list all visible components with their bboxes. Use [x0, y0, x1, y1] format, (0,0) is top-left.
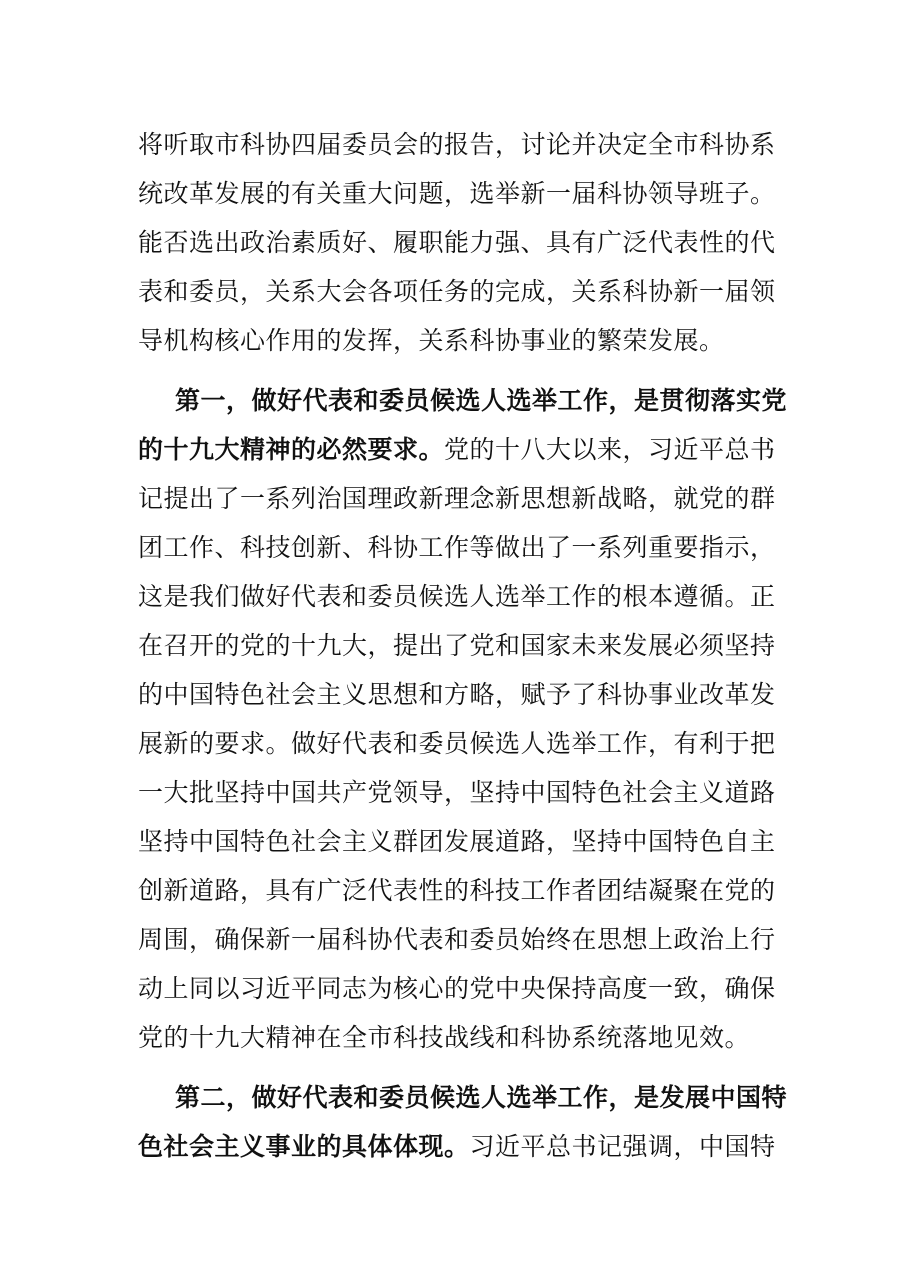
point-heading-line: 第二，做好代表和委员候选人选举工作，是发展中国特	[175, 1083, 788, 1112]
text-line: 的中国特色社会主义思想和方略，赋予了科协事业改革发	[138, 680, 776, 709]
text-line: 统改革发展的有关重大问题，选举新一届科协领导班子。	[138, 179, 776, 208]
paragraph-first-point	[138, 376, 788, 1062]
paragraph-intro	[138, 120, 776, 365]
text-line: 团工作、科技创新、科协工作等做出了一系列重要指示，	[138, 533, 776, 562]
text-line: 坚持中国特色社会主义群团发展道路，坚持中国特色自主	[138, 827, 776, 856]
text-line: 动上同以习近平同志为核心的党中央保持高度一致，确保	[138, 974, 776, 1003]
text-line: 表和委员，关系大会各项任务的完成，关系科协新一届领	[138, 277, 776, 306]
document-body	[138, 120, 788, 1182]
text-line: 周围，确保新一届科协代表和委员始终在思想上政治上行	[138, 925, 776, 954]
text-run: 党的十八大以来，习近平总书	[444, 435, 776, 464]
text-line: 导机构核心作用的发挥，关系科协事业的繁荣发展。	[138, 326, 725, 355]
text-run: 习近平总书记强调，中国特	[469, 1132, 776, 1161]
text-line: 将听取市科协四届委员会的报告，讨论并决定全市科协系	[138, 130, 776, 159]
mixed-line	[138, 425, 776, 474]
mixed-line	[138, 1122, 776, 1171]
text-line: 能否选出政治素质好、履职能力强、具有广泛代表性的代	[138, 228, 776, 257]
text-line: 这是我们做好代表和委员候选人选举工作的根本遵循。正	[138, 582, 776, 611]
point-heading-tail: 色社会主义事业的具体体现。	[138, 1132, 470, 1161]
text-line: 创新道路，具有广泛代表性的科技工作者团结凝聚在党的	[138, 876, 776, 905]
paragraph-second-point	[138, 1073, 788, 1171]
point-heading-tail: 的十九大精神的必然要求。	[138, 435, 445, 464]
text-line: 党的十九大精神在全市科技战线和科协系统落地见效。	[138, 1023, 751, 1052]
text-line: 在召开的党的十九大，提出了党和国家未来发展必须坚持	[138, 631, 776, 660]
text-line: 展新的要求。做好代表和委员候选人选举工作，有利于把	[138, 729, 776, 758]
text-line: 一大批坚持中国共产党领导，坚持中国特色社会主义道路	[138, 778, 776, 807]
text-line: 记提出了一系列治国理政新理念新思想新战略，就党的群	[138, 484, 776, 513]
point-heading-line: 第一，做好代表和委员候选人选举工作，是贯彻落实党	[175, 386, 788, 415]
